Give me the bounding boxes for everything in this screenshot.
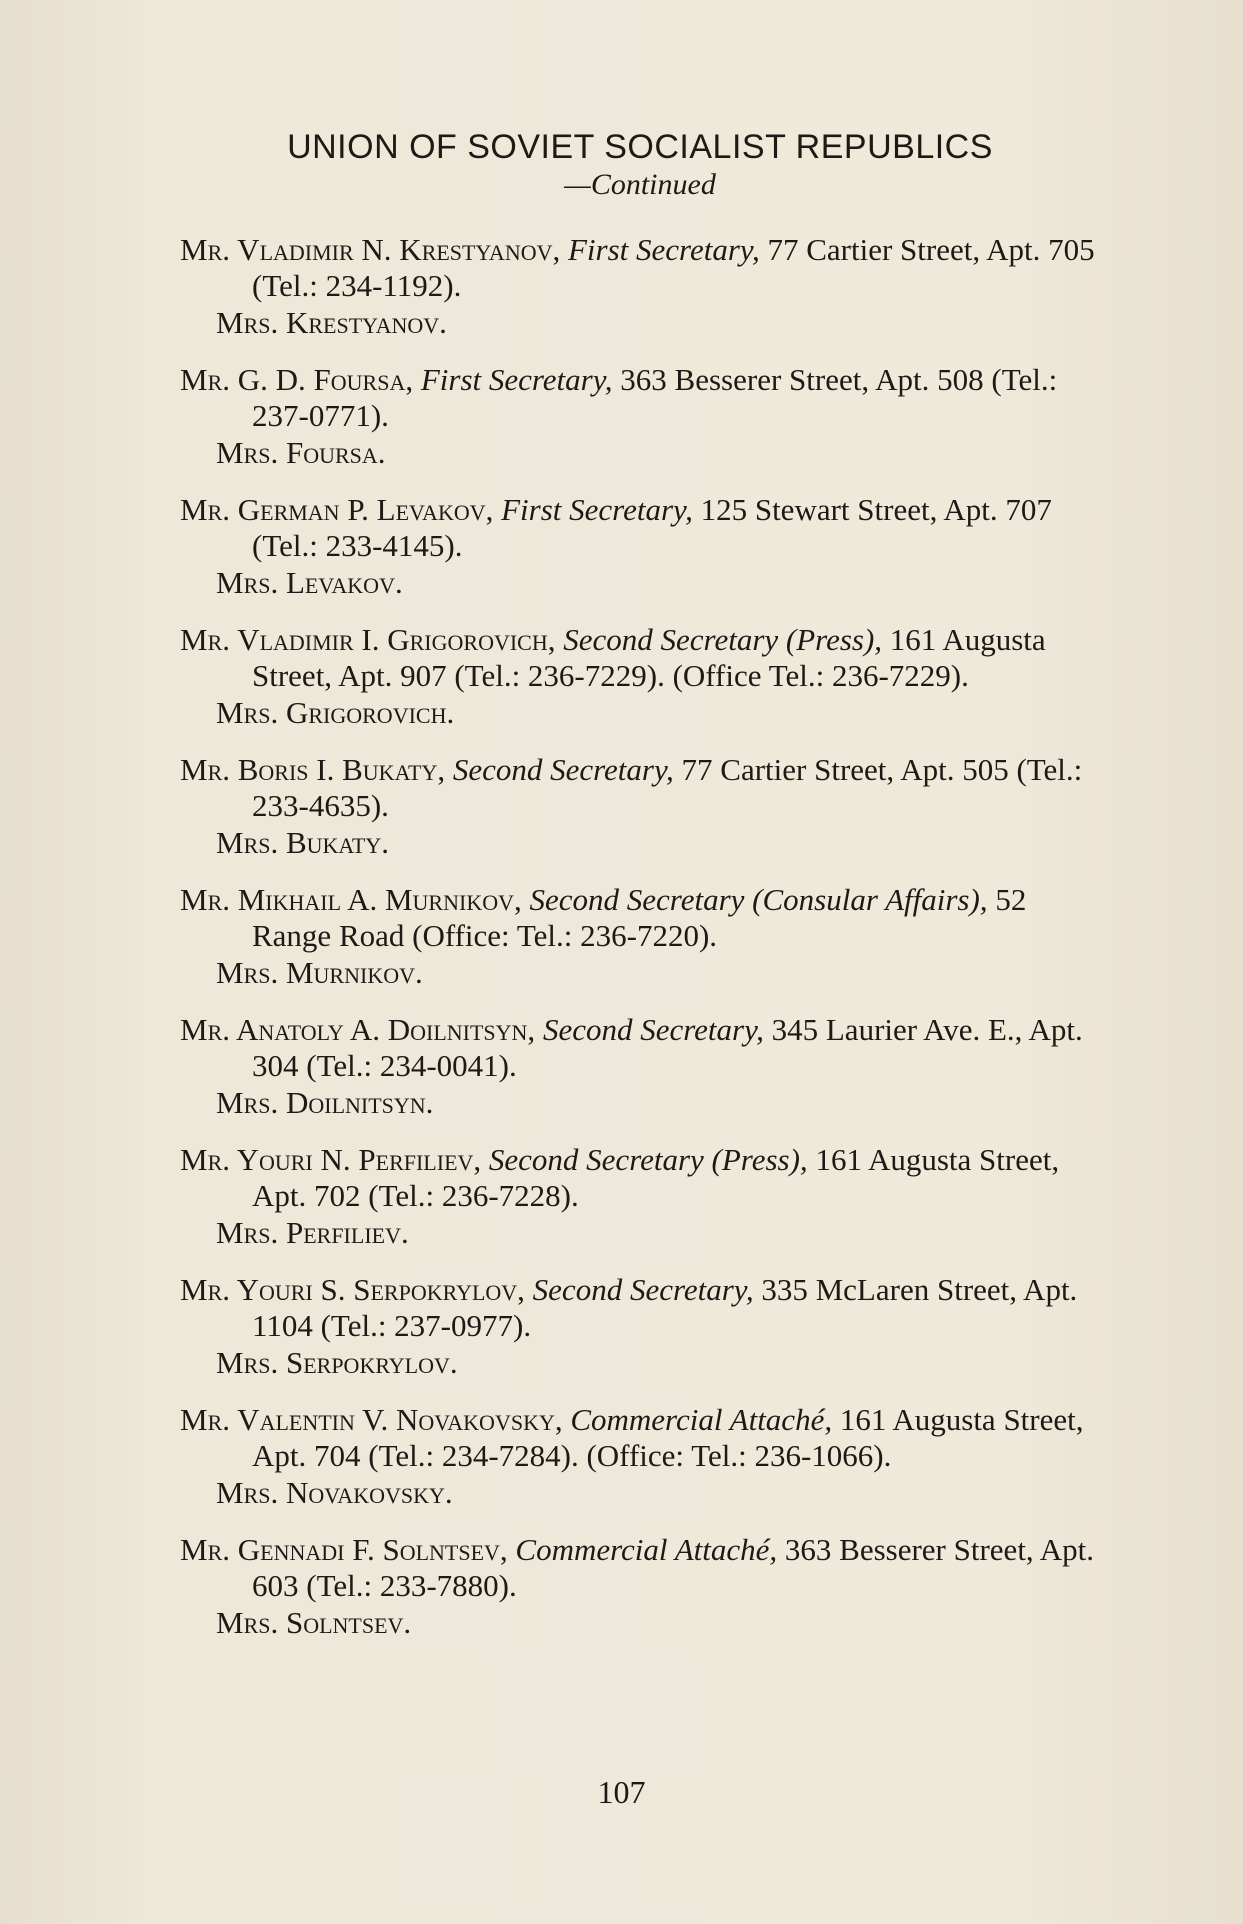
list-item [180,1012,1110,1122]
entry-spouse: Mrs. Novakovsky. [216,1475,453,1510]
entry-details: 345 Laurier Ave. E., Apt. 304 (Tel.: 234-0041). [252,1012,1083,1083]
entry-spouse: Mrs. Krestyanov. [216,305,447,340]
list-item [180,752,1110,862]
entry-role: Second Secretary (Press), [488,1142,808,1177]
list-item [180,622,1110,732]
entry-name: Mr. Vladimir I. Grigorovich, [180,622,556,657]
entry-details: 363 Besserer Street, Apt. 603 (Tel.: 233-7880). [252,1532,1094,1603]
entry-role: First Secretary, [567,232,760,267]
entry-name: Mr. Youri S. Serpokrylov, [180,1272,525,1307]
entry-spouse: Mrs. Bukaty. [216,825,389,860]
page-header [160,126,1120,202]
entry-role: Second Secretary (Press), [563,622,883,657]
entry-spouse: Mrs. Grigorovich. [216,695,455,730]
entry-details: 77 Cartier Street, Apt. 705 (Tel.: 234-1192). [252,232,1095,303]
list-item [180,362,1110,472]
list-item [180,1402,1110,1512]
entry-spouse: Mrs. Foursa. [216,435,386,470]
entry-spouse: Mrs. Solntsev. [216,1605,412,1640]
list-item [180,492,1110,602]
page-number: 107 [597,1774,646,1810]
entry-role: Commercial Attaché, [515,1532,778,1567]
entry-spouse: Mrs. Doilnitsyn. [216,1085,434,1120]
entry-role: Commercial Attaché, [570,1402,833,1437]
entry-name: Mr. Anatoly A. Doilnitsyn, [180,1012,536,1047]
list-item [180,882,1110,992]
entry-details: 161 Augusta Street, Apt. 702 (Tel.: 236-7228). [252,1142,1060,1213]
entry-spouse: Mrs. Murnikov. [216,955,423,990]
entry-name: Mr. G. D. Foursa, [180,362,414,397]
page-title: UNION OF SOVIET SOCIALIST REPUBLICS [287,128,993,166]
entry-role: First Secretary, [501,492,693,527]
entry-role: Second Secretary, [452,752,674,787]
entry-name: Mr. Gennadi F. Solntsev, [180,1532,508,1567]
list-item [180,1272,1110,1382]
entry-name: Mr. Youri N. Perfiliev, [180,1142,482,1177]
entry-details: 335 McLaren Street, Apt. 1104 (Tel.: 237-0977). [252,1272,1078,1343]
entry-role: First Secretary, [420,362,613,397]
entry-details: 161 Augusta Street, Apt. 907 (Tel.: 236-7229). (Office Tel.: 236-7229). [252,622,1046,693]
entry-spouse: Mrs. Perfiliev. [216,1215,409,1250]
entry-name: Mr. German P. Levakov, [180,492,494,527]
page-subtitle: —Continued [564,168,716,201]
list-item [180,232,1110,342]
list-item [180,1142,1110,1252]
diplomat-list [180,232,1110,1662]
entry-role: Second Secretary, [532,1272,754,1307]
entry-details: 363 Besserer Street, Apt. 508 (Tel.: 237-0771). [252,362,1058,433]
list-item [180,1532,1110,1642]
entry-spouse: Mrs. Serpokrylov. [216,1345,458,1380]
entry-name: Mr. Vladimir N. Krestyanov, [180,232,561,267]
entry-name: Mr. Mikhail A. Murnikov, [180,882,522,917]
entry-name: Mr. Boris I. Bukaty, [180,752,446,787]
entry-details: 125 Stewart Street, Apt. 707 (Tel.: 233-4145). [252,492,1052,563]
entry-name: Mr. Valentin V. Novakovsky, [180,1402,563,1437]
entry-role: Second Secretary, [542,1012,764,1047]
entry-details: 52 Range Road (Office: Tel.: 236-7220). [252,882,1027,953]
entry-details: 77 Cartier Street, Apt. 505 (Tel.: 233-4635). [252,752,1083,823]
entry-spouse: Mrs. Levakov. [216,565,403,600]
entry-role: Second Secretary (Consular Affairs), [529,882,988,917]
entry-details: 161 Augusta Street, Apt. 704 (Tel.: 234-7284). (Office: Tel.: 236-1066). [252,1402,1084,1473]
